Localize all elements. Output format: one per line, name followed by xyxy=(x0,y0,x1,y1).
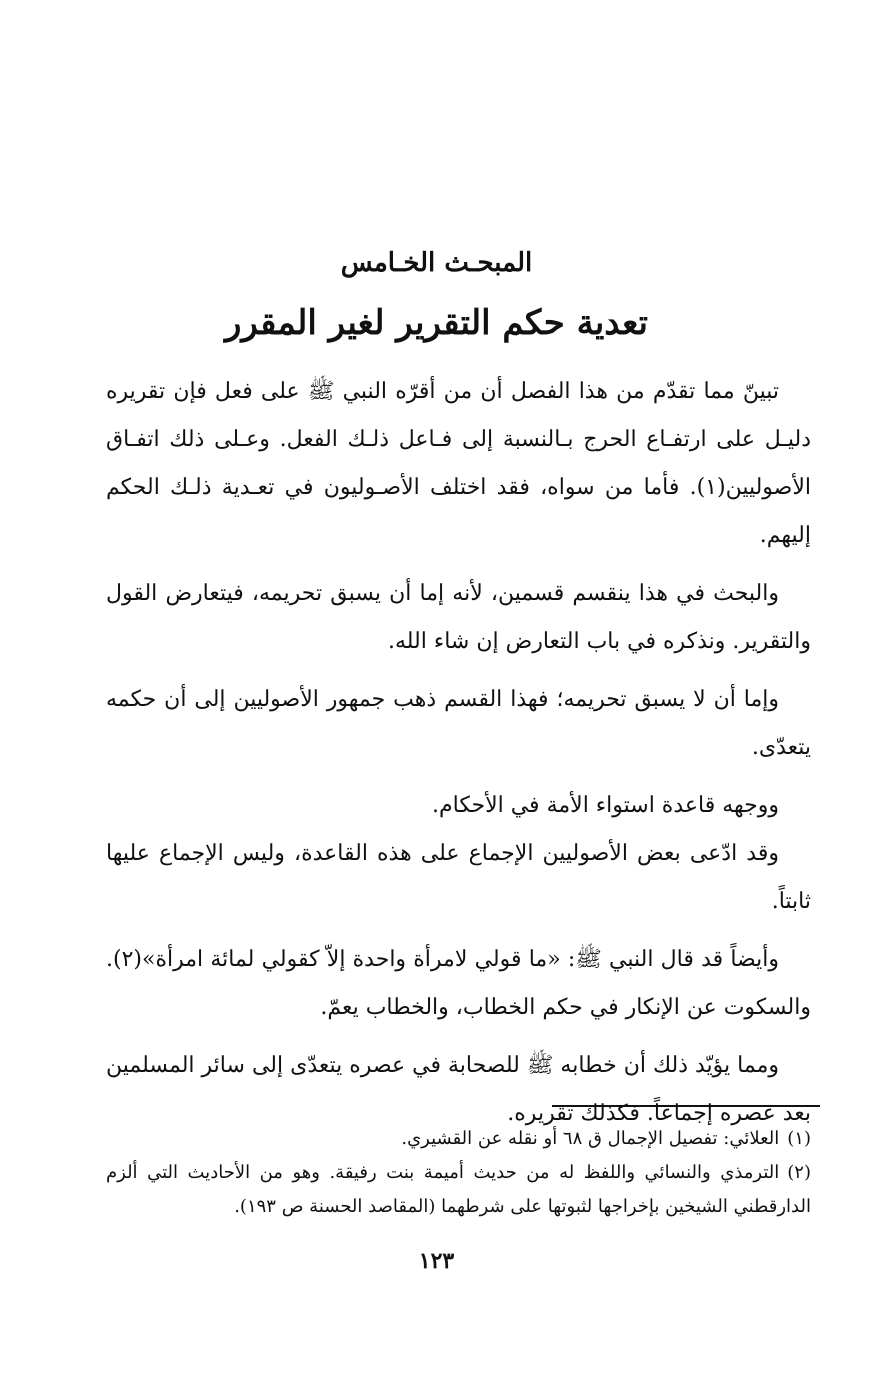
paragraph-7: ومما يؤيّد ذلك أن خطابه ﷺ للصحابة في عصره يتعدّى إلى سائر المسلمين بعد عصره إجماعاً. فكذلك تقريره. xyxy=(106,1053,811,1126)
paragraph-4: ووجهه قاعدة استواء الأمة في الأحكام. xyxy=(432,793,779,818)
footnote-2 xyxy=(106,1156,811,1224)
paragraph-1: تبينّ مما تقدّم من هذا الفصل أن من أقرّه النبي ﷺ على فعل فإن تقريره دليـل على ارتفـاع الحرج بـالنسبة إلى فـاعل ذلـك الفعل. وعـلى ذلك اتفـاق الأصوليين(١). فأما من سواه، فقد اختلف الأصـوليون في تعـدية ذلـك الحكم إليهم. xyxy=(106,379,811,548)
paragraph-3: وإما أن لا يسبق تحريمه؛ فهذا القسم ذهب جمهور الأصوليين إلى أن حكمه يتعدّى. xyxy=(106,687,811,760)
footnote-number: (١) xyxy=(787,1128,811,1149)
section-label: المبحـث الخـامس xyxy=(340,248,533,278)
paragraph-6: وأيضاً قد قال النبي ﷺ: «ما قولي لامرأة واحدة إلاّ كقولي لمائة امرأة»(٢). والسكوت عن الإنكار في حكم الخطاب، والخطاب يعمّ. xyxy=(106,947,811,1020)
footnote-text: العلائي: تفصيل الإجمال ق ٦٨ أو نقله عن القشيري. xyxy=(401,1128,780,1149)
footnote-text: الترمذي والنسائي واللفظ له من حديث أميمة بنت رفيقة. وهو من الأحاديث التي ألزم الدارقطني الشيخين بإخراجها لثبوتها على شرطهما (المقاصد الحسنة ص ١٩٣). xyxy=(106,1162,811,1217)
section-title: تعدية حكم التقرير لغير المقرر xyxy=(224,303,649,343)
footnotes xyxy=(106,1122,811,1224)
footnote-1 xyxy=(106,1122,811,1156)
footnote-divider xyxy=(552,1105,820,1107)
main-text xyxy=(106,368,811,1148)
footnote-number: (٢) xyxy=(787,1162,811,1183)
paragraph-5: وقد ادّعى بعض الأصوليين الإجماع على هذه القاعدة، وليس الإجماع عليها ثابتاً. xyxy=(106,841,811,914)
paragraph-2: والبحث في هذا ينقسم قسمين، لأنه إما أن يسبق تحريمه، فيتعارض القول والتقرير. ونذكره في باب التعارض إن شاء الله. xyxy=(106,581,811,654)
page-number: ١٢٣ xyxy=(418,1248,455,1274)
